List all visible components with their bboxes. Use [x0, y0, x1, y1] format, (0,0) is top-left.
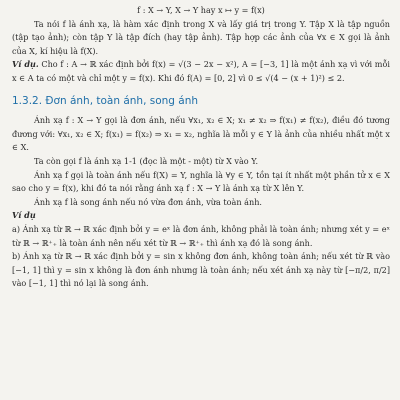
section-heading: 1.3.2. Đơn ánh, toàn ánh, song ánh [12, 94, 199, 107]
paragraph-one-to-one: Ta còn gọi f là ánh xạ 1-1 (đọc là một - một) từ X vào Y. [34, 155, 259, 166]
example-item-b: b) Ánh xạ từ ℝ → ℝ xác định bởi y = sin x không đơn ánh, không toàn ánh; nếu xét từ ℝ vào [−1, 1] thì y = sin x không là đơn ánh nhưng là toàn ánh; nếu xét ánh xạ này từ [−π/2, π/2] vào [−1, 1] thì nó lại là song ánh. [12, 251, 390, 289]
paragraph-surjection: Ánh xạ f gọi là toàn ánh nếu f(X) = Y, nghĩa là ∀y ∈ Y, tồn tại ít nhất một phần tử x ∈ X sao cho y = f(x), khi đó ta nói rằng ánh xạ f : X → Y là ánh xạ từ X lên Y. [12, 169, 390, 194]
example-1 [12, 58, 390, 85]
example-1-text: Cho f : A → ℝ xác định bởi f(x) = √(3 − 2x − x²), A = [−3, 1] là một ánh xạ vì với mỗi x ∈ A ta có một và chỉ một y = f(x). Khi đó f(A) = [0, 2] vì 0 ≤ √(4 − (x + 1)²) ≤ 2. [12, 59, 390, 83]
example-1-label: Ví dụ. [12, 59, 39, 70]
example-2-label: Ví dụ [12, 210, 36, 221]
paragraph-bijection: Ánh xạ f là song ánh nếu nó vừa đơn ánh, vừa toàn ánh. [34, 196, 262, 207]
top-formula: f : X → Y, X → Y hay x ↦ y = f(x) [137, 5, 265, 15]
example-item-a: a) Ánh xạ từ ℝ → ℝ xác định bởi y = eˣ là đơn ánh, không phải là toàn ánh; nhưng xét y = eˣ từ ℝ → ℝ⁺₊ là toàn ánh nên nếu xét từ ℝ → ℝ⁺₊ thì ánh xạ đó là song ánh. [12, 223, 390, 248]
paragraph-mapping-definition: Ta nói f là ánh xạ, là hàm xác định trong X và lấy giá trị trong Y. Tập X là tập nguồn (tập tạo ảnh); còn tập Y là tập đích (hay tập ảnh). Tập hợp các ảnh của ∀x ∈ X gọi là ảnh của X, kí hiệu là f(X). [12, 18, 390, 56]
paragraph-injection: Ánh xạ f : X → Y gọi là đơn ánh, nếu ∀x₁, x₂ ∈ X; x₁ ≠ x₂ ⇒ f(x₁) ≠ f(x₂), điều đó tương đương với: ∀x₁, x₂ ∈ X; f(x₁) = f(x₂) ⇒ x₁ = x₂, nghĩa là mỗi y ∈ Y là ảnh của nhiều nhất một x ∈ X. [12, 115, 390, 153]
